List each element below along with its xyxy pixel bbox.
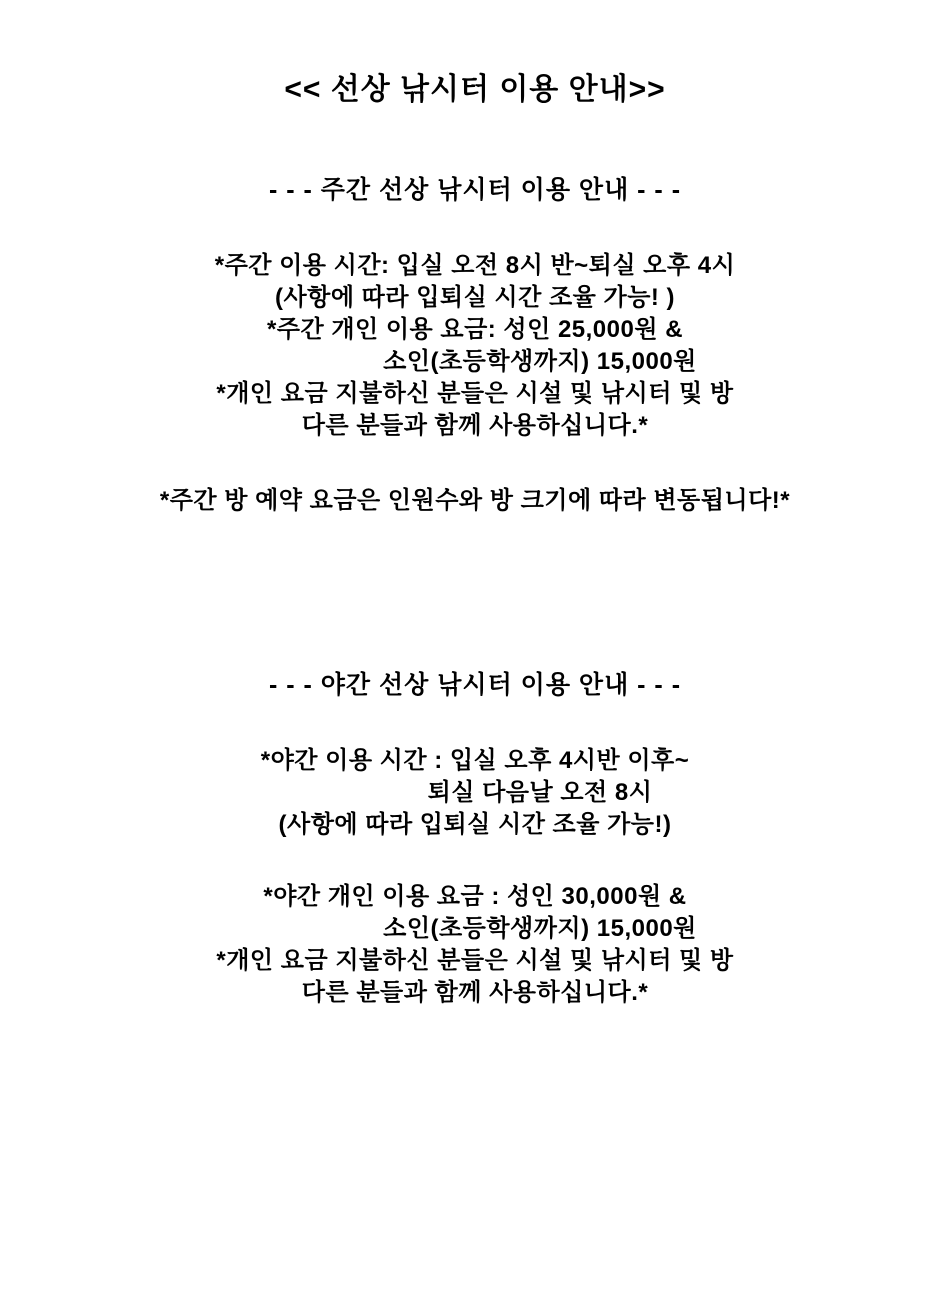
daytime-line-2: (사항에 따라 입퇴실 시간 조율 가능! ) [274,283,676,311]
spacer [0,841,950,881]
spacer [0,206,950,250]
nighttime-line-2: 퇴실 다음날 오전 8시 [427,779,653,807]
spacer [0,517,950,665]
spacer [0,441,950,485]
section-heading-nighttime: - - - 야간 선상 낚시터 이용 안내 - - - [268,671,682,700]
nighttime-line-3: (사항에 따라 입퇴실 시간 조율 가능!) [278,811,672,839]
nighttime-line-5: 소인(초등학생까지) 15,000원 [383,914,697,942]
nighttime-line-6: *개인 요금 지불하신 분들은 시설 및 낚시터 및 방 [216,946,734,974]
section-daytime [0,170,950,517]
spacer [0,701,950,745]
daytime-line-4: 소인(초등학생까지) 15,000원 [383,347,697,375]
nighttime-line-7: 다른 분들과 함께 사용하십니다.* [301,978,649,1006]
nighttime-line-1: *야간 이용 시간 : 입실 오후 4시반 이후~ [260,747,690,775]
daytime-room-note: *주간 방 예약 요금은 인원수와 방 크기에 따라 변동됩니다!* [159,487,791,515]
daytime-line-3: *주간 개인 이용 요금: 성인 25,000원 & [266,315,684,343]
nighttime-line-4: *야간 개인 이용 요금 : 성인 30,000원 & [263,883,687,911]
daytime-line-6: 다른 분들과 함께 사용하십니다.* [301,411,649,439]
section-heading-daytime: - - - 주간 선상 낚시터 이용 안내 - - - [268,176,682,204]
spacer [0,108,950,170]
page-title: << 선상 낚시터 이용 안내>> [284,73,666,106]
daytime-line-5: *개인 요금 지불하신 분들은 시설 및 낚시터 및 방 [216,379,734,407]
daytime-line-1: *주간 이용 시간: 입실 오전 8시 반~퇴실 오후 4시 [214,252,736,279]
section-nighttime [0,665,950,1008]
